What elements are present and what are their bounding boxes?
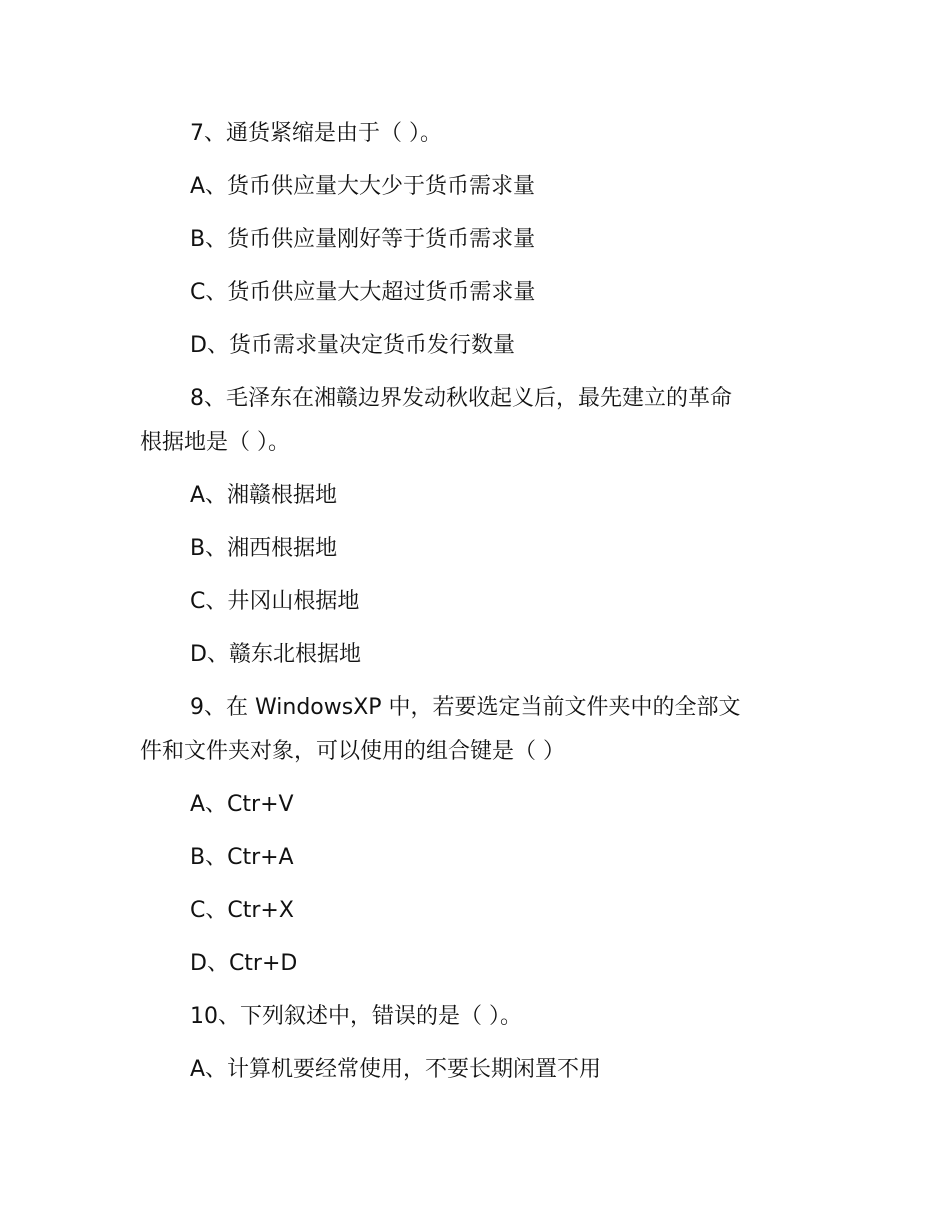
document-body	[140, 112, 812, 1092]
question-8	[140, 377, 812, 677]
question-9	[140, 686, 812, 986]
question-7-option-a: A、货币供应量大大少于货币需求量	[190, 174, 536, 199]
question-10-stem-line-1: 10、下列叙述中，错误的是（ ）。	[190, 1004, 522, 1029]
question-9-stem-line-1: 9、在 WindowsXP 中，若要选定当前文件夹中的全部文	[190, 695, 741, 720]
question-7	[140, 112, 812, 368]
question-7-option-c: C、货币供应量大大超过货币需求量	[190, 280, 536, 305]
question-7-stem-line-1: 7、通货紧缩是由于（ ）。	[190, 121, 442, 146]
question-7-option-b: B、货币供应量刚好等于货币需求量	[190, 227, 536, 252]
question-10	[140, 995, 812, 1092]
question-9-option-b: B、Ctr+A	[190, 845, 294, 870]
question-9-option-c: C、Ctr+X	[190, 898, 294, 923]
question-8-option-a: A、湘赣根据地	[190, 483, 338, 508]
question-7-option-d: D、货币需求量决定货币发行数量	[190, 333, 515, 358]
question-9-option-a: A、Ctr+V	[190, 792, 294, 817]
question-8-stem-line-2: 根据地是（ ）。	[140, 430, 290, 455]
question-8-stem-line-1: 8、毛泽东在湘赣边界发动秋收起义后，最先建立的革命	[190, 386, 732, 411]
question-10-option-a: A、计算机要经常使用，不要长期闲置不用	[190, 1057, 602, 1082]
question-9-stem-line-2: 件和文件夹对象，可以使用的组合键是（ ）	[140, 739, 565, 764]
question-8-option-c: C、井冈山根据地	[190, 589, 360, 614]
question-8-option-b: B、湘西根据地	[190, 536, 338, 561]
question-8-option-d: D、赣东北根据地	[190, 642, 361, 667]
question-9-option-d: D、Ctr+D	[190, 951, 298, 976]
